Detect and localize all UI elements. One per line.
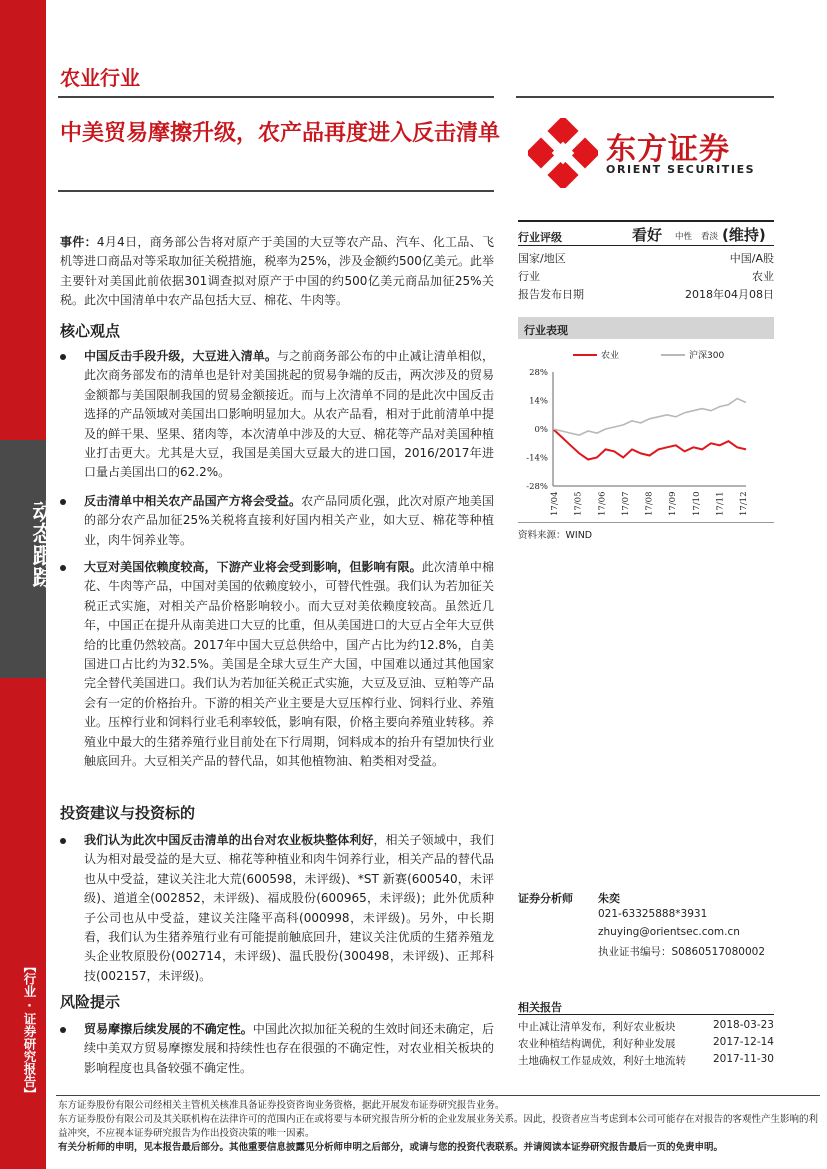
- core-point-1-lead: 中国反击手段升级，大豆进入清单。: [84, 349, 277, 363]
- rating-label: 行业评级: [518, 231, 562, 244]
- rating-row-value: 农业: [752, 270, 774, 283]
- logo-chinese-name: 东方证券: [606, 132, 730, 167]
- chart-x-tick-label: 17/04: [550, 491, 560, 516]
- footer-rule: [56, 1095, 820, 1096]
- sidebar-section-label: 动态跟踪: [29, 500, 54, 588]
- rating-maintain: (维持): [722, 226, 766, 244]
- event-label: 事件：: [60, 235, 97, 249]
- industry-label: 农业行业: [60, 66, 140, 90]
- risk-heading: 风险提示: [60, 993, 121, 1011]
- chart-x-tick-label: 17/10: [691, 491, 702, 516]
- invest-heading: 投资建议与投资标的: [60, 804, 196, 822]
- analyst-email[interactable]: zhuying@orientsec.com.cn: [598, 926, 740, 938]
- related-report-date: 2018-03-23: [712, 1019, 774, 1031]
- bullet-icon: [60, 565, 66, 571]
- related-report-date: 2017-11-30: [712, 1053, 774, 1065]
- risk-point-1: [84, 1020, 494, 1078]
- orient-logo-icon: [528, 118, 598, 188]
- chart-source: 资料来源：WIND: [518, 530, 593, 541]
- related-report-title[interactable]: 土地确权工作显成效，利好土地流转: [518, 1055, 686, 1067]
- analyst-license: 执业证书编号：S0860517080002: [598, 946, 766, 958]
- invest-point-1: [84, 831, 494, 986]
- related-rule: [518, 1014, 774, 1015]
- core-point-2-text: 农产品同质化强，此次对原产地美国的部分农产品加征25%关税将直接利好国内相关产业，如大豆、棉花等种植业，肉牛饲养业等。: [84, 494, 494, 547]
- analyst-name: 朱奕: [598, 892, 620, 905]
- related-report-title[interactable]: 中止减让清单发布，利好农业板块: [518, 1021, 676, 1033]
- chart-y-tick-label: 28%: [529, 368, 548, 378]
- analyst-label: 证券分析师: [518, 892, 573, 905]
- performance-heading: 行业表现: [524, 324, 568, 337]
- event-paragraph: [60, 233, 494, 311]
- footer-disclosure-3: 有关分析师的申明，见本报告最后部分。其他重要信息披露见分析师申明之后部分，或请与您的投资代表联系。并请阅读本证券研究报告最后一页的免责申明。: [58, 1142, 724, 1153]
- chart-x-tick-label: 17/05: [573, 491, 584, 516]
- chart-y-tick-label: 14%: [529, 396, 548, 407]
- analyst-phone: 021-63325888*3931: [598, 908, 708, 920]
- report-title: 中美贸易摩擦升级，农产品再度进入反击清单: [60, 121, 501, 146]
- core-point-3-lead: 大豆对美国依赖度较高，下游产业将会受到影响，但影响有限。: [84, 560, 422, 574]
- rating-mid-rule: [518, 245, 774, 246]
- rating-bearish: 看淡: [701, 232, 719, 242]
- core-point-1: [84, 347, 494, 483]
- chart-x-tick-label: 17/09: [668, 491, 679, 516]
- risk-point-1-lead: 贸易摩擦后续发展的不确定性。: [84, 1022, 253, 1036]
- event-text: 4月4日，商务部公告将对原产于美国的大豆等农产品、汽车、化工品、飞机等进口商品对等采取加征关税措施，税率为25%，涉及金额约500亿美元。此举主要针对美国此前依据301调查拟对原产于中国的约500亿美元商品加征25%关税。此次中国清单中农产品包括大豆、棉花、牛肉等。: [60, 235, 494, 308]
- header-rule-left: [58, 96, 494, 98]
- rating-value: 看好: [632, 226, 663, 244]
- chart-y-tick-label: -28%: [526, 482, 548, 492]
- chart-x-tick-label: 17/11: [715, 491, 726, 516]
- core-heading: 核心观点: [60, 322, 121, 340]
- related-report-date: 2017-12-14: [712, 1036, 774, 1048]
- rating-row-key: 行业: [518, 270, 540, 283]
- rating-row-value: 中国/A股: [729, 252, 774, 265]
- bullet-icon: [60, 354, 66, 360]
- bullet-icon: [60, 1027, 66, 1033]
- title-rule: [58, 190, 494, 192]
- related-heading: 相关报告: [518, 1001, 562, 1014]
- bullet-icon: [60, 499, 66, 505]
- chart-x-tick-label: 17/07: [620, 491, 631, 516]
- rating-row-key: 国家/地区: [518, 252, 566, 265]
- core-point-2: [84, 492, 494, 550]
- chart-legend-label: 沪深300: [689, 351, 725, 361]
- rating-neutral: 中性: [675, 232, 693, 242]
- core-point-3-text: 此次清单中棉花、牛肉等产品，中国对美国的依赖度较小，可替代性强。我们认为若加征关税正式实施，对相关产品价格影响较小。而大豆对美依赖度较高。虽然近几年，中国正在提升从南美进口大豆的比重，但从美国进口的大豆占全年大豆供给的比重仍然较高。2017年中国大豆总供给中，国产占比为约12.8%，自美国进口占比约为32.5%。美国是全球大豆生产大国，中国难以通过其他国家完全替代美国进口。我们认为若加征关税正式实施，大豆及豆油、豆粕等产品会有一定的价格抬升。下游的相关产业主要是大豆压榨行业、饲料行业、养殖业。压榨行业和饲料行业毛利率较低，影响有限，价格主要向养殖业转移。养殖业中最大的生猪养殖行业目前处在下行周期，饲料成本的抬升有望加快行业触底回升。大豆相关产品的替代品，如其他植物油、粕类相对受益。: [84, 560, 494, 769]
- chart-x-tick-label: 17/08: [644, 491, 655, 516]
- invest-point-1-text: ，相关子领域中，我们认为相对最受益的是大豆、棉花等种植业和肉牛饲养行业，相关产品的替代品也从中受益，建议关注北大荒(600598，未评级)、*ST 新赛(600540，未评级)、道道全(002852，未评级)、福成股份(600965，未评级)；此外优质种子公司也从中受益，建议关注隆平高科(000998，未评级)。另外，中长期看，我们认为生猪养殖行业有可能提前触底回升，建议关注优质的生猪养殖龙头企业牧原股份(002714，未评级)、温氏股份(300498，未评级)、正邦科技(002157，未评级)。: [84, 833, 494, 983]
- footer-disclosure-1: 东方证券股份有限公司经相关主管机关核准具备证券投资咨询业务资格，据此开展发布证券研究报告业务。: [58, 1100, 505, 1111]
- invest-point-1-lead: 我们认为此次中国反击清单的出台对农业板块整体利好: [84, 833, 374, 847]
- rating-row-value: 2018年04月08日: [685, 288, 774, 301]
- footer-disclosure-2: 东方证券股份有限公司及其关联机构在法律许可的范围内正在或将要与本研究报告所分析的企业发展业务关系。因此，投资者应当考虑到本公司可能存在对报告的客观性产生影响的利益冲突，不应视本证券研究报告为作出投资决策的唯一因素。: [58, 1114, 819, 1139]
- chart-y-tick-label: -14%: [526, 453, 548, 464]
- core-point-3: [84, 558, 494, 771]
- chart-legend-label: 农业: [601, 351, 620, 361]
- logo-english-name: ORIENT SECURITIES: [606, 163, 756, 176]
- chart-y-tick-label: 0%: [534, 425, 548, 435]
- industry-performance-chart: [518, 344, 774, 520]
- related-report-title[interactable]: 农业种植结构调优，利好种业发展: [518, 1038, 676, 1050]
- rating-row-key: 报告发布日期: [518, 288, 584, 301]
- sidebar-report-type: 【行业·证券研究报告】: [22, 960, 37, 1100]
- chart-x-tick-label: 17/12: [739, 491, 749, 516]
- chart-series-line-hs300: [553, 399, 746, 436]
- risk-point-1-text: 中国此次拟加征关税的生效时间还未确定，后续中美双方贸易摩擦发展和持续性也存在很强的不确定性，对农业相关板块的影响程度也具备较强不确定性。: [84, 1022, 494, 1075]
- chart-x-tick-label: 17/06: [597, 491, 608, 516]
- bullet-icon: [60, 838, 66, 844]
- rating-top-rule: [518, 220, 774, 222]
- header-rule-right: [516, 96, 774, 98]
- chart-bottom-rule: [518, 522, 774, 523]
- core-point-1-text: 与之前商务部公布的中止减让清单相似，此次商务部发布的清单也是针对美国挑起的贸易争端的反击，两次涉及的贸易金额都与美国限制我国的贸易金额接近。而与上次清单不同的是此次中国反击选择的产品领域对美国出口影响明显加大。从农产品看，相对于此前清单中提及的鲜干果、坚果、猪肉等，本次清单中涉及的大豆、棉花等产品对美国种植业打击更大。尤其是大豆，我国是美国大豆最大的进口国，2016/2017年进口量占美国出口的62.2%。: [84, 349, 494, 480]
- core-point-2-lead: 反击清单中相关农产品国产方将会受益。: [84, 494, 302, 508]
- sidebar-top-band: [0, 0, 46, 440]
